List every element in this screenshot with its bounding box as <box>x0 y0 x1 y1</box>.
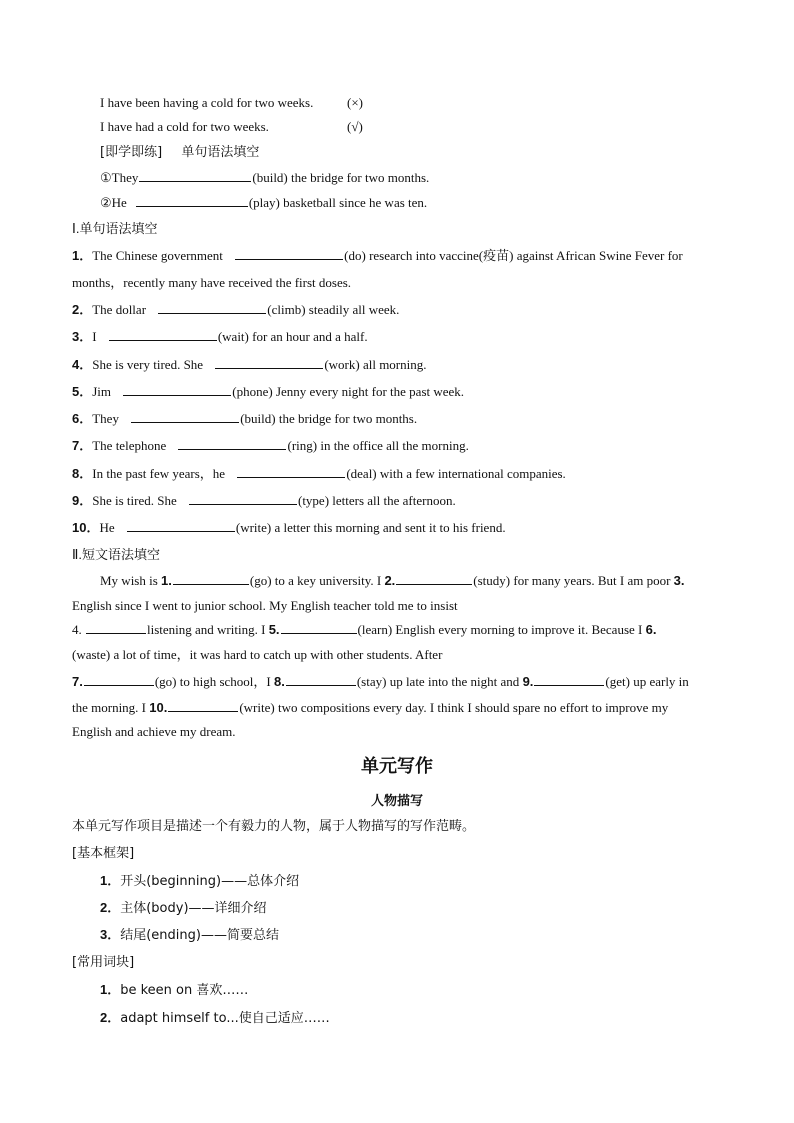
frame-number: 2． <box>100 900 121 915</box>
question-post: (do) research into vaccine(疫苗) against African Swine Fever for <box>344 248 683 263</box>
question-post: (phone) Jenny every night for the past week. <box>232 384 465 399</box>
question-pre: Jim <box>92 384 112 399</box>
answer-blank[interactable] <box>396 572 472 585</box>
question-pre: I <box>92 329 97 344</box>
question-pre: He <box>99 520 115 535</box>
question-post: (work) all morning. <box>324 357 427 372</box>
question-pre: They <box>92 411 119 426</box>
question-number: 7． <box>72 438 93 453</box>
right-mark: (√) <box>347 119 363 134</box>
question-2 <box>72 301 399 319</box>
practice-item-2 <box>100 194 427 212</box>
example-wrong <box>100 94 363 112</box>
answer-blank[interactable] <box>534 673 604 686</box>
answer-blank[interactable] <box>189 492 297 505</box>
phrase-text: adapt himself to...使自己适应…… <box>120 1011 330 1026</box>
example-wrong-text: I have been having a cold for two weeks. <box>100 95 314 110</box>
question-number: 5． <box>72 384 93 399</box>
passage-line-7: English and achieve my dream. <box>72 724 236 739</box>
answer-blank[interactable] <box>215 356 323 369</box>
passage-line-5 <box>72 673 689 691</box>
blank-number: 5. <box>268 622 280 637</box>
blank-number: 1. <box>161 573 172 588</box>
answer-blank[interactable] <box>168 699 238 712</box>
answer-blank[interactable] <box>86 621 146 634</box>
practice-title: 单句语法填空 <box>181 145 260 160</box>
item-number: ② <box>100 195 112 210</box>
answer-blank[interactable] <box>139 169 251 182</box>
question-number: 10． <box>72 520 100 535</box>
answer-blank[interactable] <box>286 673 356 686</box>
answer-blank[interactable] <box>173 572 249 585</box>
question-pre: In the past few years，he <box>92 466 226 481</box>
passage-text: (go) to a key university. I <box>249 573 382 588</box>
section2-title: Ⅱ.短文语法填空 <box>72 547 161 562</box>
answer-blank[interactable] <box>136 194 248 207</box>
phrase-number: 1． <box>100 982 121 997</box>
practice-header-label: [即学即练] <box>100 145 163 160</box>
question-4 <box>72 356 427 374</box>
item-pre: He <box>111 195 127 210</box>
question-pre: The Chinese government <box>92 248 223 263</box>
frame-text: 主体(body)——详细介绍 <box>120 901 267 916</box>
example-right <box>100 118 363 136</box>
frame-number: 1． <box>100 873 121 888</box>
passage-text: My wish is <box>100 573 158 588</box>
example-right-text: I have had a cold for two weeks. <box>100 119 269 134</box>
item-post: (play) basketball since he was ten. <box>248 195 428 210</box>
item-number: ① <box>100 170 112 185</box>
answer-blank[interactable] <box>123 383 231 396</box>
question-number: 9． <box>72 493 93 508</box>
item-post: (build) the bridge for two months. <box>252 170 430 185</box>
answer-blank[interactable] <box>281 621 357 634</box>
frame-number: 3． <box>100 927 121 942</box>
frame-text: 结尾(ending)——简要总结 <box>120 928 279 943</box>
answer-blank[interactable] <box>127 519 235 532</box>
question-number: 8． <box>72 466 93 481</box>
blank-number: 7. <box>72 674 83 689</box>
practice-header <box>100 143 259 162</box>
answer-blank[interactable] <box>237 465 345 478</box>
passage-text: (get) up early in <box>605 674 689 689</box>
question-7 <box>72 437 469 455</box>
question-8 <box>72 465 566 483</box>
frame-item-2 <box>100 899 267 918</box>
question-1-continued: months，recently many have received the first doses. <box>72 275 352 290</box>
answer-blank[interactable] <box>178 437 286 450</box>
blank-number: 9. <box>522 674 534 689</box>
question-1 <box>72 247 683 265</box>
passage-text: (learn) English every morning to improve it. Because I <box>357 622 643 637</box>
passage-text: the morning. I <box>72 700 147 715</box>
answer-blank[interactable] <box>235 247 343 260</box>
answer-blank[interactable] <box>131 410 239 423</box>
frame-header: [基本框架] <box>72 846 135 861</box>
question-post: (deal) with a few international companies. <box>346 466 566 481</box>
passage-line-2: English since I went to junior school. My English teacher told me to insist <box>72 598 458 613</box>
blank-number: 6. <box>645 622 657 637</box>
passage-line-3 <box>72 621 656 639</box>
passage-line-4: (waste) a lot of time，it was hard to catch up with other students. After <box>72 647 443 662</box>
question-number: 1． <box>72 248 93 263</box>
question-6 <box>72 410 417 428</box>
question-number: 4． <box>72 357 93 372</box>
writing-title: 单元写作 <box>361 756 433 777</box>
question-pre: The dollar <box>92 302 147 317</box>
practice-item-1 <box>100 169 429 187</box>
blank-number: 10. <box>149 700 168 715</box>
item-pre: They <box>111 170 139 185</box>
phrase-number: 2． <box>100 1010 121 1025</box>
question-pre: She is very tired. She <box>92 357 204 372</box>
blank-number: 3. <box>673 573 685 588</box>
passage-text: (study) for many years. But I am poor <box>473 573 671 588</box>
frame-item-1 <box>100 872 299 891</box>
question-number: 2． <box>72 302 93 317</box>
question-number: 6． <box>72 411 93 426</box>
question-5 <box>72 383 464 401</box>
passage-text: (stay) up late into the night and <box>356 674 520 689</box>
blank-number: 4. <box>72 622 82 637</box>
passage-text: (go) to high school，I <box>154 674 271 689</box>
question-9 <box>72 492 456 510</box>
phrase-text: be keen on 喜欢…… <box>120 983 249 998</box>
passage-line-6 <box>72 699 668 717</box>
question-post: (ring) in the office all the morning. <box>287 438 469 453</box>
question-post: (type) letters all the afternoon. <box>297 493 456 508</box>
answer-blank[interactable] <box>84 673 154 686</box>
passage-text: listening and writing. I <box>147 622 266 637</box>
question-post: (build) the bridge for two months. <box>240 411 418 426</box>
wrong-mark: (×) <box>347 95 363 110</box>
phrases-header: [常用词块] <box>72 955 135 970</box>
phrase-item-2 <box>100 1009 330 1028</box>
passage-line-1 <box>100 572 685 590</box>
frame-item-3 <box>100 926 279 945</box>
question-3 <box>72 328 368 346</box>
section1-title: Ⅰ.单句语法填空 <box>72 221 158 236</box>
frame-text: 开头(beginning)——总体介绍 <box>120 874 300 889</box>
answer-blank[interactable] <box>158 301 266 314</box>
answer-blank[interactable] <box>109 328 217 341</box>
question-post: (wait) for an hour and a half. <box>217 329 368 344</box>
blank-number: 2. <box>384 573 396 588</box>
blank-number: 8. <box>274 674 285 689</box>
question-pre: She is tired. She <box>92 493 177 508</box>
passage-text: (write) two compositions every day. I think I should spare no effort to improve my <box>239 700 669 715</box>
question-pre: The telephone <box>92 438 167 453</box>
writing-subtitle: 人物描写 <box>370 794 423 809</box>
phrase-item-1 <box>100 981 248 1000</box>
question-post: (climb) steadily all week. <box>267 302 400 317</box>
writing-intro: 本单元写作项目是描述一个有毅力的人物，属于人物描写的写作范畴。 <box>72 819 476 834</box>
question-number: 3． <box>72 329 93 344</box>
question-post: (write) a letter this morning and sent it to his friend. <box>235 520 506 535</box>
question-10 <box>72 519 506 537</box>
